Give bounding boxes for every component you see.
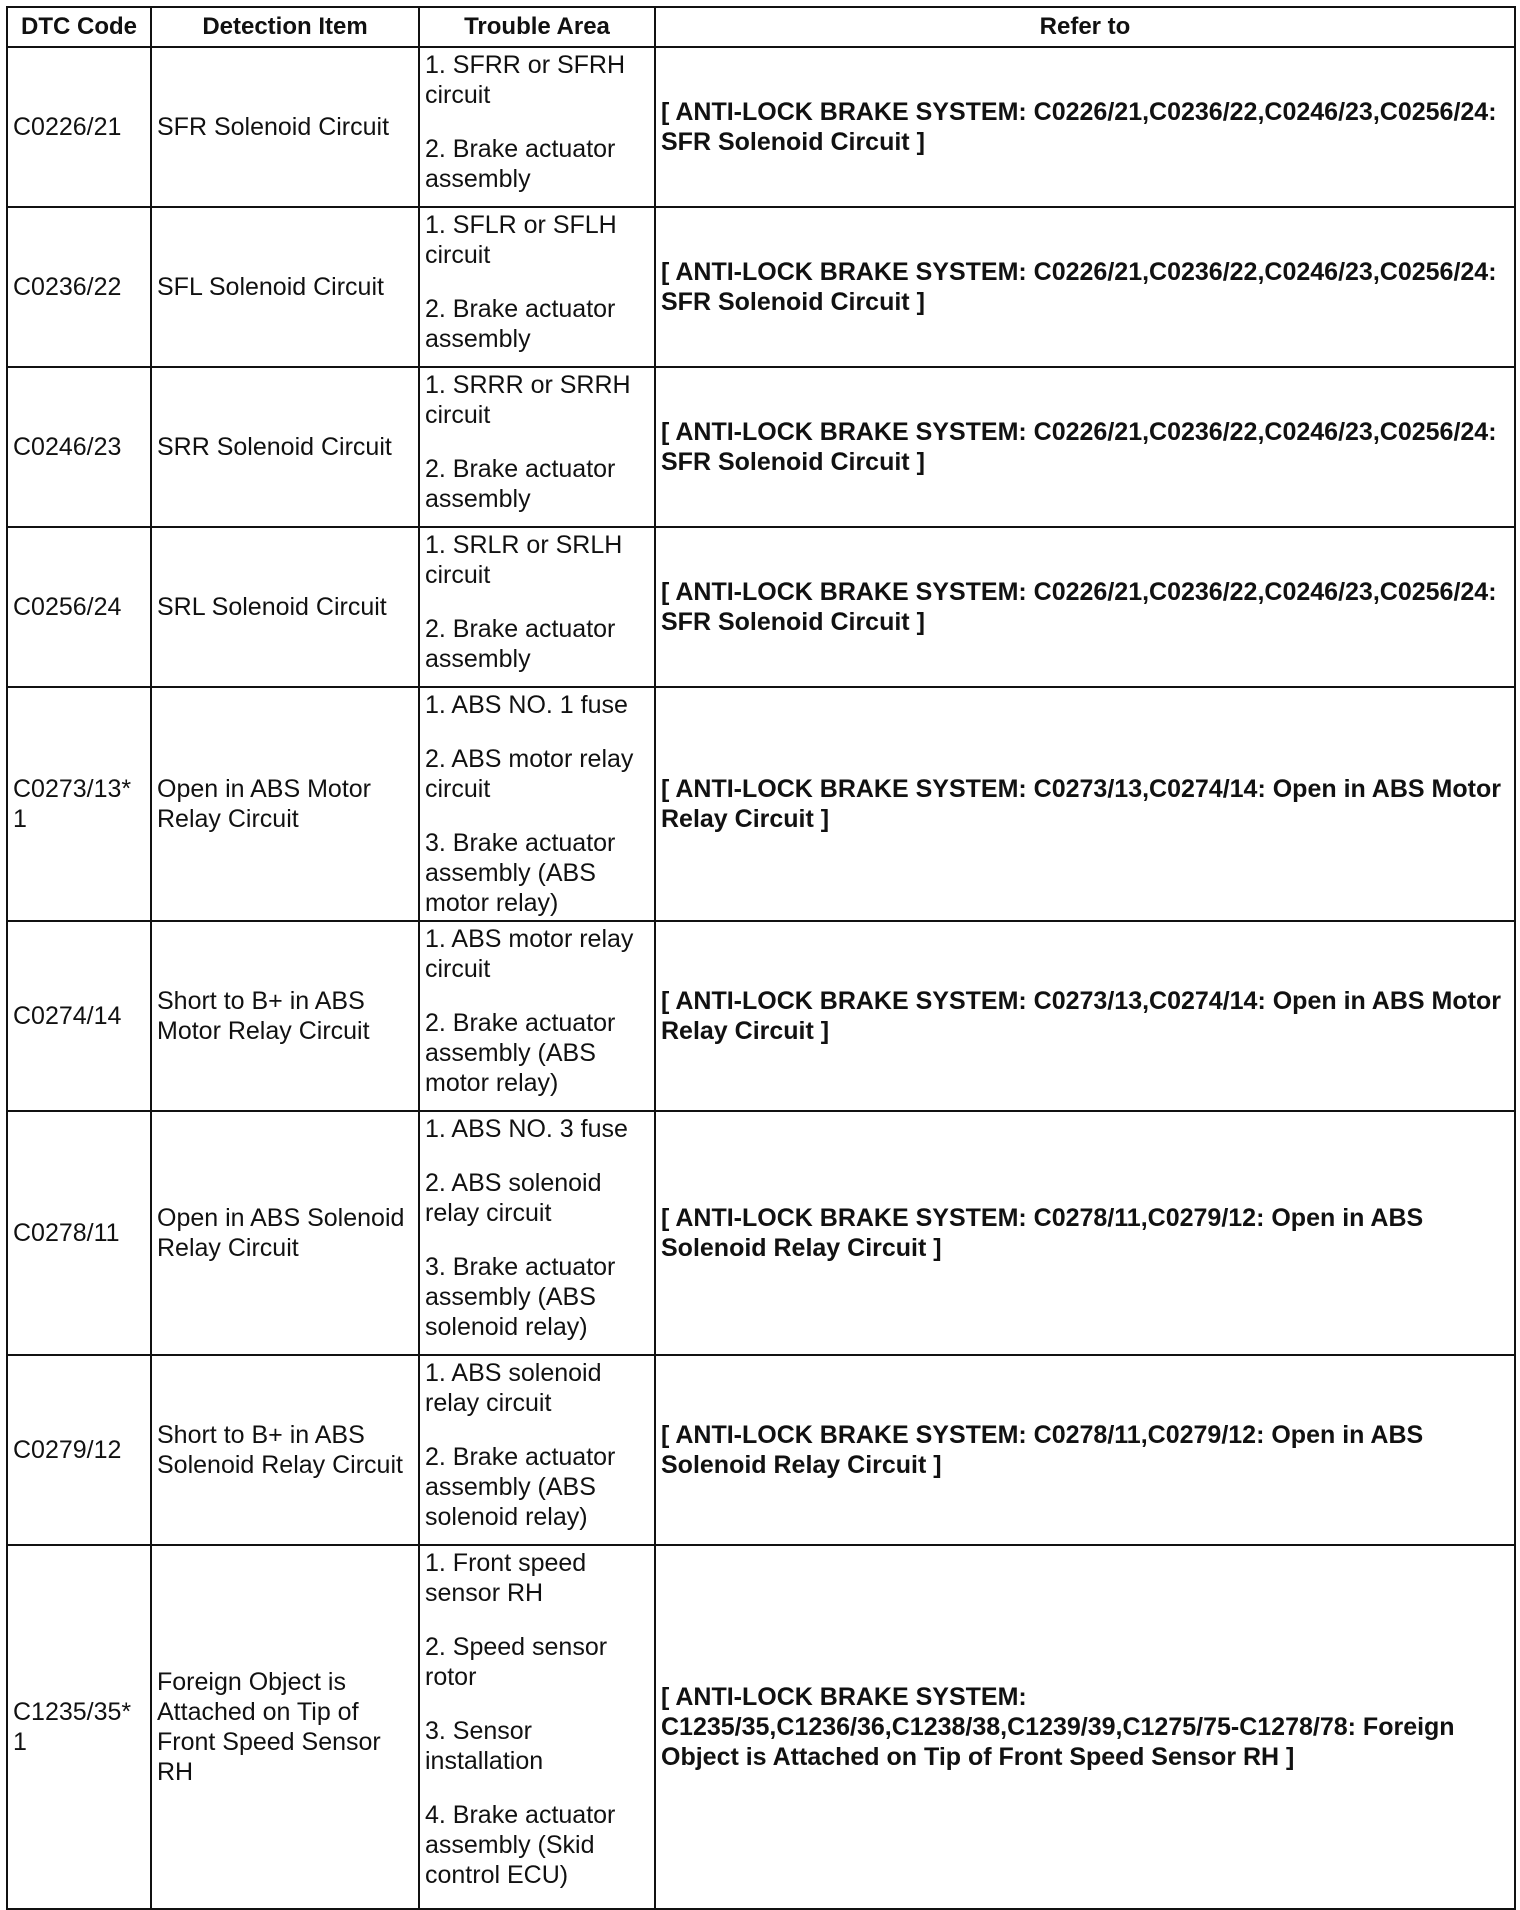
trouble-area-item: 1. SFRR or SFRH circuit xyxy=(425,51,626,109)
refer-to-link[interactable]: [ ANTI-LOCK BRAKE SYSTEM: C1235/35,C1236/36,C1238/38,C1239/39,C1275/75-C1278/78: Foreign Object is Attached on Tip of Front Speed Sensor RH ] xyxy=(655,1545,1515,1909)
header-trouble-area: Trouble Area xyxy=(419,7,655,47)
trouble-area-item: 1. SRRR or SRRH circuit xyxy=(425,371,631,429)
trouble-area-item: 3. Sensor installation xyxy=(425,1717,544,1775)
trouble-area-item: 3. Brake actuator assembly (ABS solenoid relay) xyxy=(425,1253,616,1341)
trouble-area-item: 2. Brake actuator assembly xyxy=(425,135,616,193)
detection-item-cell: Foreign Object is Attached on Tip of Front Speed Sensor RH xyxy=(151,1545,419,1909)
refer-to-link[interactable]: [ ANTI-LOCK BRAKE SYSTEM: C0226/21,C0236/22,C0246/23,C0256/24: SFR Solenoid Circuit ] xyxy=(655,367,1515,527)
dtc-code-cell: C1235/35*1 xyxy=(7,1545,151,1909)
trouble-area-item: 1. SRLR or SRLH circuit xyxy=(425,531,623,589)
table-row xyxy=(7,921,1515,1111)
table-row xyxy=(7,1545,1515,1909)
trouble-area-cell xyxy=(419,1111,655,1355)
detection-item-cell: Open in ABS Motor Relay Circuit xyxy=(151,687,419,921)
trouble-area-cell xyxy=(419,921,655,1111)
dtc-code-cell: C0236/22 xyxy=(7,207,151,367)
dtc-table xyxy=(6,6,1516,1910)
dtc-code-cell: C0274/14 xyxy=(7,921,151,1111)
detection-item-cell: SFR Solenoid Circuit xyxy=(151,47,419,207)
dtc-code-cell: C0278/11 xyxy=(7,1111,151,1355)
trouble-area-item: 1. SFLR or SFLH circuit xyxy=(425,211,617,269)
trouble-area-item: 1. ABS NO. 3 fuse xyxy=(425,1115,628,1143)
table-row xyxy=(7,1355,1515,1545)
table-row xyxy=(7,367,1515,527)
header-detection-item: Detection Item xyxy=(151,7,419,47)
header-row xyxy=(7,7,1515,47)
detection-item-cell: SRL Solenoid Circuit xyxy=(151,527,419,687)
trouble-area-item: 1. ABS NO. 1 fuse xyxy=(425,691,628,719)
table-row xyxy=(7,47,1515,207)
trouble-area-item: 1. ABS solenoid relay circuit xyxy=(425,1359,602,1417)
trouble-area-item: 2. ABS solenoid relay circuit xyxy=(425,1169,602,1227)
trouble-area-item: 1. Front speed sensor RH xyxy=(425,1549,587,1607)
refer-to-link[interactable]: [ ANTI-LOCK BRAKE SYSTEM: C0278/11,C0279/12: Open in ABS Solenoid Relay Circuit ] xyxy=(655,1111,1515,1355)
trouble-area-item: 2. Brake actuator assembly (ABS solenoid relay) xyxy=(425,1443,616,1531)
trouble-area-item: 2. Brake actuator assembly xyxy=(425,455,616,513)
dtc-code-cell: C0273/13*1 xyxy=(7,687,151,921)
trouble-area-cell xyxy=(419,47,655,207)
detection-item-cell: Short to B+ in ABS Solenoid Relay Circuit xyxy=(151,1355,419,1545)
table-row xyxy=(7,687,1515,921)
refer-to-link[interactable]: [ ANTI-LOCK BRAKE SYSTEM: C0273/13,C0274/14: Open in ABS Motor Relay Circuit ] xyxy=(655,921,1515,1111)
refer-to-link[interactable]: [ ANTI-LOCK BRAKE SYSTEM: C0278/11,C0279/12: Open in ABS Solenoid Relay Circuit ] xyxy=(655,1355,1515,1545)
refer-to-link[interactable]: [ ANTI-LOCK BRAKE SYSTEM: C0226/21,C0236/22,C0246/23,C0256/24: SFR Solenoid Circuit ] xyxy=(655,47,1515,207)
refer-to-link[interactable]: [ ANTI-LOCK BRAKE SYSTEM: C0226/21,C0236/22,C0246/23,C0256/24: SFR Solenoid Circuit ] xyxy=(655,207,1515,367)
trouble-area-cell xyxy=(419,207,655,367)
trouble-area-item: 2. Brake actuator assembly (ABS motor relay) xyxy=(425,1009,616,1097)
trouble-area-item: 2. ABS motor relay circuit xyxy=(425,745,634,803)
table-row xyxy=(7,1111,1515,1355)
refer-to-link[interactable]: [ ANTI-LOCK BRAKE SYSTEM: C0226/21,C0236/22,C0246/23,C0256/24: SFR Solenoid Circuit ] xyxy=(655,527,1515,687)
dtc-code-cell: C0246/23 xyxy=(7,367,151,527)
trouble-area-item: 1. ABS motor relay circuit xyxy=(425,925,634,983)
refer-to-link[interactable]: [ ANTI-LOCK BRAKE SYSTEM: C0273/13,C0274/14: Open in ABS Motor Relay Circuit ] xyxy=(655,687,1515,921)
detection-item-cell: SFL Solenoid Circuit xyxy=(151,207,419,367)
dtc-code-cell: C0279/12 xyxy=(7,1355,151,1545)
trouble-area-cell xyxy=(419,1355,655,1545)
header-dtc-code: DTC Code xyxy=(7,7,151,47)
trouble-area-item: 2. Speed sensor rotor xyxy=(425,1633,608,1691)
trouble-area-cell xyxy=(419,367,655,527)
header-refer-to: Refer to xyxy=(655,7,1515,47)
trouble-area-cell xyxy=(419,527,655,687)
detection-item-cell: SRR Solenoid Circuit xyxy=(151,367,419,527)
table-row xyxy=(7,527,1515,687)
trouble-area-cell xyxy=(419,1545,655,1909)
trouble-area-item: 4. Brake actuator assembly (Skid control ECU) xyxy=(425,1801,616,1889)
trouble-area-item: 2. Brake actuator assembly xyxy=(425,615,616,673)
trouble-area-item: 2. Brake actuator assembly xyxy=(425,295,616,353)
dtc-code-cell: C0256/24 xyxy=(7,527,151,687)
table-row xyxy=(7,207,1515,367)
trouble-area-cell xyxy=(419,687,655,921)
trouble-area-item: 3. Brake actuator assembly (ABS motor relay) xyxy=(425,829,616,917)
detection-item-cell: Short to B+ in ABS Motor Relay Circuit xyxy=(151,921,419,1111)
detection-item-cell: Open in ABS Solenoid Relay Circuit xyxy=(151,1111,419,1355)
dtc-code-cell: C0226/21 xyxy=(7,47,151,207)
